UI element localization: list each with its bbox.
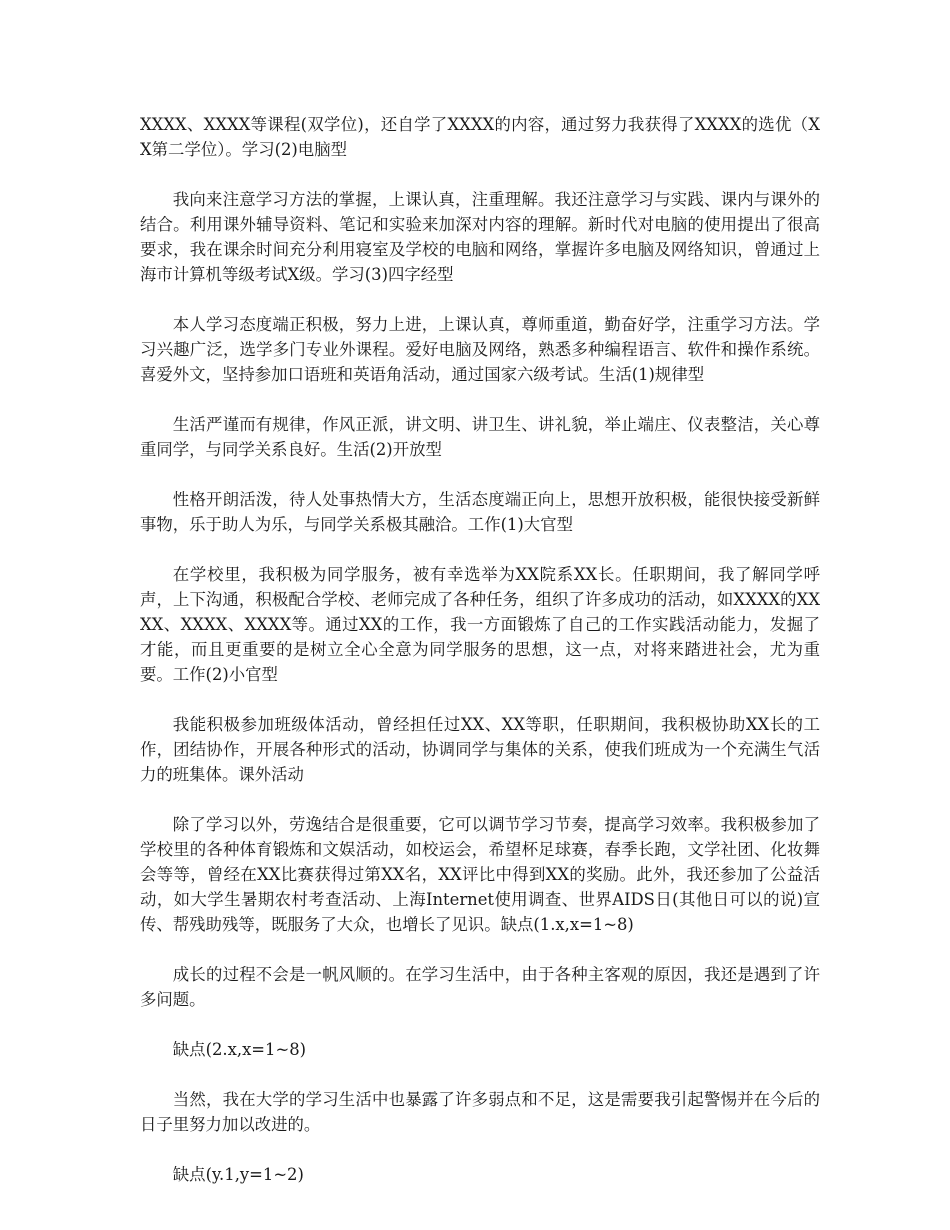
paragraph-growth-problems: 成长的过程不会是一帆风顺的。在学习生活中，由于各种主客观的原因，我还是遇到了许多问题。 — [140, 965, 820, 1009]
paragraph-small-officer-work: 我能积极参加班级体活动，曾经担任过XX、XX等职，任职期间，我积极协助XX长的工作，团结协作，开展各种形式的活动，协调同学与集体的关系，使我们班成为一个充满生气活力的班集体。课外活动 — [140, 715, 820, 784]
paragraph-big-officer-work: 在学校里，我积极为同学服务，被有幸选举为XX院系XX长。任职期间，我了解同学呼声，上下沟通，积极配合学校、老师完成了各种任务，组织了许多成功的活动，如XXXX的XXXX、XXXX、XXXX等。通过XX的工作，我一方面锻炼了自己的工作实践活动能力，发掘了才能，而且更重要的是树立全心全意为同学服务的思想，这一点，对将来踏进社会，尤为重要。工作(2)小官型 — [140, 565, 820, 684]
heading-shortcoming-2: 缺点(2.x,x=1~8) — [172, 1040, 307, 1059]
paragraph-regular-life: 生活严谨而有规律，作风正派，讲文明、讲卫生、讲礼貌，举止端庄、仪表整洁，关心尊重同学，与同学关系良好。生活(2)开放型 — [140, 415, 820, 459]
heading-shortcoming-y: 缺点(y.1,y=1~2) — [172, 1165, 304, 1184]
paragraph-weaknesses: 当然，我在大学的学习生活中也暴露了许多弱点和不足，这是需要我引起警惕并在今后的日子里努力加以改进的。 — [140, 1090, 820, 1134]
document-body — [140, 112, 820, 1212]
paragraph-four-character-type: 本人学习态度端正积极，努力上进，上课认真，尊师重道，勤奋好学，注重学习方法。学习兴趣广泛，选学多门专业外课程。爱好电脑及网络，熟悉多种编程语言、软件和操作系统。喜爱外文，坚持参加口语班和英语角活动，通过国家六级考试。生活(1)规律型 — [140, 315, 820, 384]
paragraph-computer-type: 我向来注意学习方法的掌握，上课认真，注重理解。我还注意学习与实践、课内与课外的结合。利用课外辅导资料、笔记和实验来加深对内容的理解。新时代对电脑的使用提出了很高要求，我在课余时间充分利用寝室及学校的电脑和网络，掌握许多电脑及网络知识，曾通过上海市计算机等级考试X级。学习(3)四字经型 — [140, 190, 820, 284]
paragraph-course-study: XXXX、XXXX等课程(双学位)，还自学了XXXX的内容，通过努力我获得了XXXX的选优（XX第二学位）。学习(2)电脑型 — [140, 115, 820, 159]
paragraph-extracurricular: 除了学习以外，劳逸结合是很重要，它可以调节学习节奏，提高学习效率。我积极参加了学校里的各种体育锻炼和文娱活动，如校运会，希望杯足球赛，春季长跑，文学社团、化妆舞会等等，曾经在XX比赛获得过第XX名，XX评比中得到XX的奖励。此外，我还参加了公益活动，如大学生暑期农村考查活动、上海Internet使用调查、世界AIDS日(其他日可以的说)宣传、帮残助残等，既服务了大众，也增长了见识。缺点(1.x,x=1~8) — [140, 815, 820, 934]
paragraph-open-life: 性格开朗活泼，待人处事热情大方，生活态度端正向上，思想开放积极，能很快接受新鲜事物，乐于助人为乐，与同学关系极其融洽。工作(1)大官型 — [140, 490, 820, 534]
